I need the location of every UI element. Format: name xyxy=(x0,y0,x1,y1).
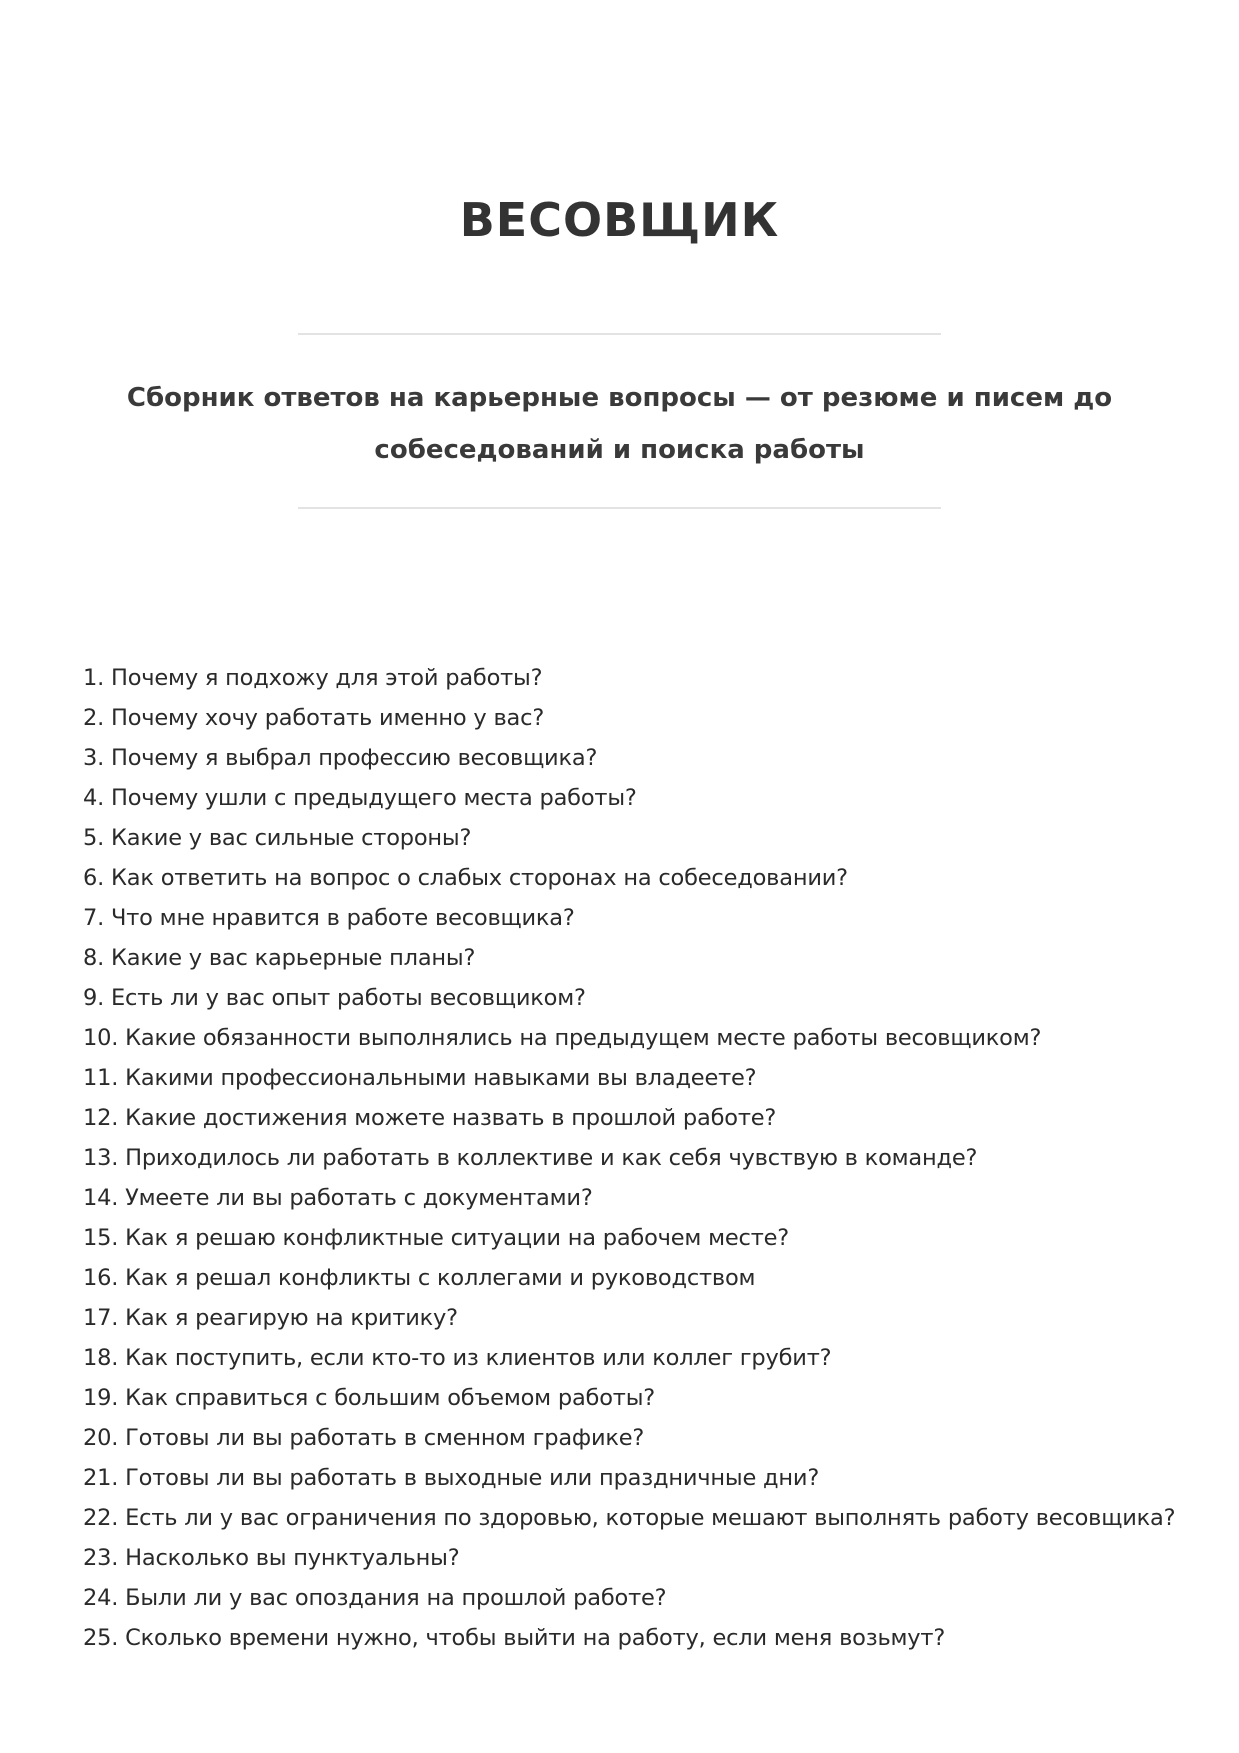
list-item: 19. Как справиться с большим объемом работы? xyxy=(83,1385,656,1411)
list-item: 14. Умеете ли вы работать с документами? xyxy=(83,1185,593,1211)
list-item: 9. Есть ли у вас опыт работы весовщиком? xyxy=(83,985,586,1011)
list-item: 18. Как поступить, если кто-то из клиентов или коллег грубит? xyxy=(83,1345,832,1371)
divider-top xyxy=(298,333,941,335)
list-item: 13. Приходилось ли работать в коллективе и как себя чувствую в команде? xyxy=(83,1145,978,1171)
list-item: 10. Какие обязанности выполнялись на предыдущем месте работы весовщиком? xyxy=(83,1025,1042,1051)
list-item: 15. Как я решаю конфликтные ситуации на рабочем месте? xyxy=(83,1225,790,1251)
list-item: 5. Какие у вас сильные стороны? xyxy=(83,825,472,851)
list-item: 25. Сколько времени нужно, чтобы выйти на работу, если меня возьмут? xyxy=(83,1625,946,1651)
question-list xyxy=(83,658,1203,1658)
list-item: 17. Как я реагирую на критику? xyxy=(83,1305,458,1331)
divider-bottom xyxy=(298,507,941,509)
list-item: 11. Какими профессиональными навыками вы владеете? xyxy=(83,1065,757,1091)
list-item: 16. Как я решал конфликты с коллегами и руководством xyxy=(83,1265,756,1291)
list-item: 6. Как ответить на вопрос о слабых сторонах на собеседовании? xyxy=(83,865,848,891)
page-title: ВЕСОВЩИК xyxy=(459,193,780,247)
page-subtitle: Сборник ответов на карьерные вопросы — от резюме и писем до собеседований и поиска работы xyxy=(126,383,1113,465)
list-item: 23. Насколько вы пунктуальны? xyxy=(83,1545,460,1571)
list-item: 7. Что мне нравится в работе весовщика? xyxy=(83,905,575,931)
list-item: 4. Почему ушли с предыдущего места работы? xyxy=(83,785,637,811)
list-item: 20. Готовы ли вы работать в сменном графике? xyxy=(83,1425,645,1451)
list-item: 1. Почему я подхожу для этой работы? xyxy=(83,665,543,691)
list-item: 22. Есть ли у вас ограничения по здоровью, которые мешают выполнять работу весовщика? xyxy=(83,1505,1176,1531)
list-item: 8. Какие у вас карьерные планы? xyxy=(83,945,476,971)
list-item: 24. Были ли у вас опоздания на прошлой работе? xyxy=(83,1585,667,1611)
list-item: 2. Почему хочу работать именно у вас? xyxy=(83,705,545,731)
list-item: 21. Готовы ли вы работать в выходные или праздничные дни? xyxy=(83,1465,820,1491)
list-item: 12. Какие достижения можете назвать в прошлой работе? xyxy=(83,1105,777,1131)
list-item: 3. Почему я выбрал профессию весовщика? xyxy=(83,745,598,771)
